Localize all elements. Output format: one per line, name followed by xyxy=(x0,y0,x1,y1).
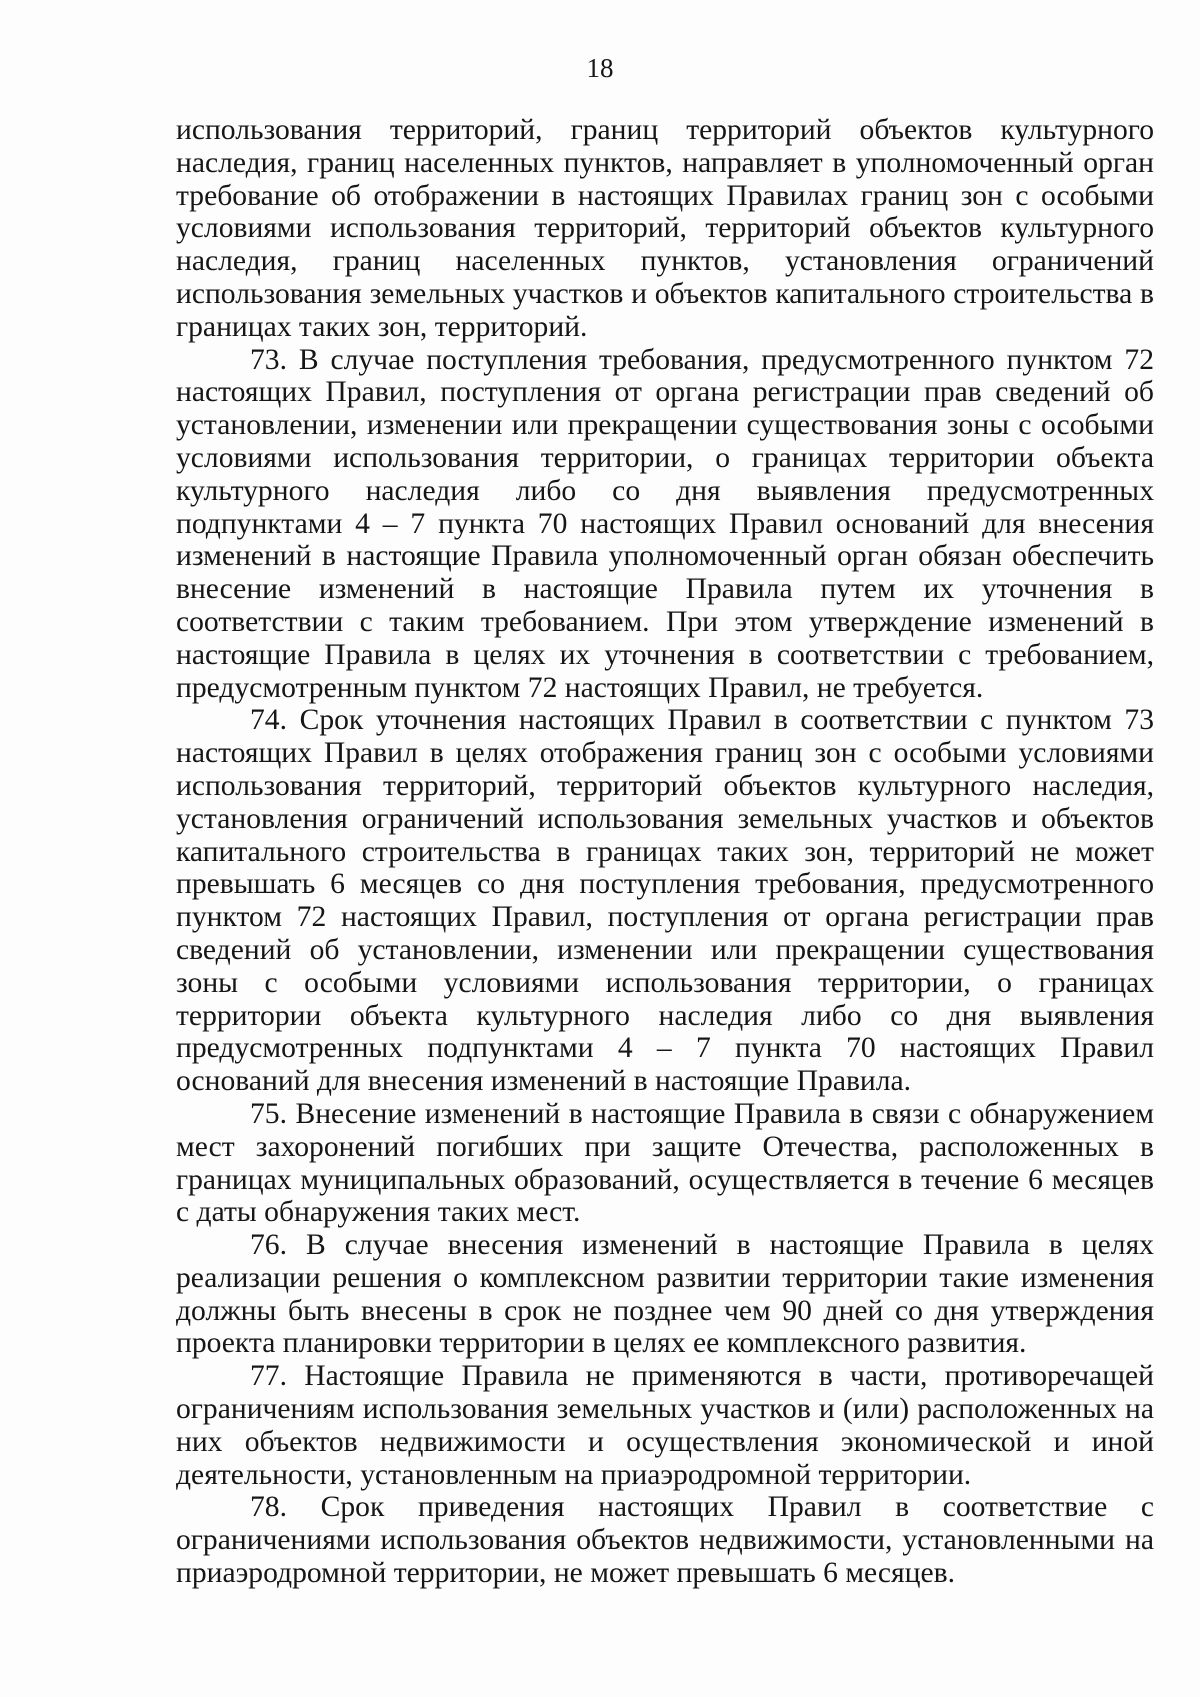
paragraph-number: 74. xyxy=(250,704,287,737)
page-number: 18 xyxy=(586,53,614,83)
paragraph-number: 78. xyxy=(250,1491,287,1524)
paragraph-text: Срок уточнения настоящих Правил в соответствии с пунктом 73 настоящих Правил в целях отображения границ зон с особыми условиями использования территорий, территорий объектов культурного наследия, установления ограничений использования земельных участков и объектов капитального строительства в границах таких зон, территорий не может превышать 6 месяцев со дня поступления требования, предусмотренного пунктом 72 настоящих Правил, поступления от органа регистрации прав сведений об установлении, изменении или прекращении существования зоны с особыми условиями использования территории, о границах территории объекта культурного наследия либо со дня выявления предусмотренных подпунктами 4 – 7 пункта 70 настоящих Правил оснований для внесения изменений в настоящие Правила. xyxy=(176,704,1155,1098)
paragraph-75 xyxy=(176,1098,1154,1229)
paragraph-number: 73. xyxy=(250,343,287,376)
paragraph-text: В случае поступления требования, предусмотренного пунктом 72 настоящих Правил, поступления от органа регистрации прав сведений об установлении, изменении или прекращении существования зоны с особыми условиями использования территории, о границах территории объекта культурного наследия либо со дня выявления предусмотренных подпунктами 4 – 7 пункта 70 настоящих Правил оснований для внесения изменений в настоящие Правила уполномоченный орган обязан обеспечить внесение изменений в настоящие Правила путем их уточнения в соответствии с таким требованием. При этом утверждение изменений в настоящие Правила в целях их уточнения в соответствии с требованием, предусмотренным пунктом 72 настоящих Правил, не требуется. xyxy=(176,343,1154,704)
paragraph-76 xyxy=(176,1229,1154,1360)
paragraph-text: Внесение изменений в настоящие Правила в связи с обнаружением мест захоронений погибших при защите Отечества, расположенных в границах муниципальных образований, осуществляется в течение 6 месяцев с даты обнаружения таких мест. xyxy=(176,1097,1154,1229)
paragraph-78 xyxy=(176,1491,1154,1589)
document-body xyxy=(176,114,1154,1590)
paragraph-number: 77. xyxy=(250,1360,287,1393)
paragraph-text: В случае внесения изменений в настоящие Правила в целях реализации решения о комплексном развитии территории такие изменения должны быть внесены в срок не позднее чем 90 дней со дня утверждения проекта планировки территории в целях ее комплексного развития. xyxy=(176,1229,1154,1360)
paragraph-number: 75. xyxy=(250,1097,287,1130)
paragraph-number: 76. xyxy=(250,1229,287,1262)
paragraph-77 xyxy=(176,1360,1154,1491)
paragraph-text: Настоящие Правила не применяются в части, противоречащей ограничениям использования земельных участков и (или) расположенных на них объектов недвижимости и осуществления экономической и иной деятельности, установленным на приаэродромной территории. xyxy=(176,1360,1154,1491)
paragraph-73 xyxy=(176,344,1154,705)
paragraph-continuation xyxy=(176,114,1154,344)
paragraph-74 xyxy=(176,704,1154,1098)
paragraph-text: использования территорий, границ территорий объектов культурного наследия, границ населенных пунктов, направляет в уполномоченный орган требование об отображении в настоящих Правилах границ зон с особыми условиями использования территорий, территорий объектов культурного наследия, границ населенных пунктов, установления ограничений использования земельных участков и объектов капитального строительства в границах таких зон, территорий. xyxy=(176,114,1154,343)
paragraph-text: Срок приведения настоящих Правил в соответствие с ограничениями использования объектов недвижимости, установленными на приаэродромной территории, не может превышать 6 месяцев. xyxy=(176,1491,1154,1590)
